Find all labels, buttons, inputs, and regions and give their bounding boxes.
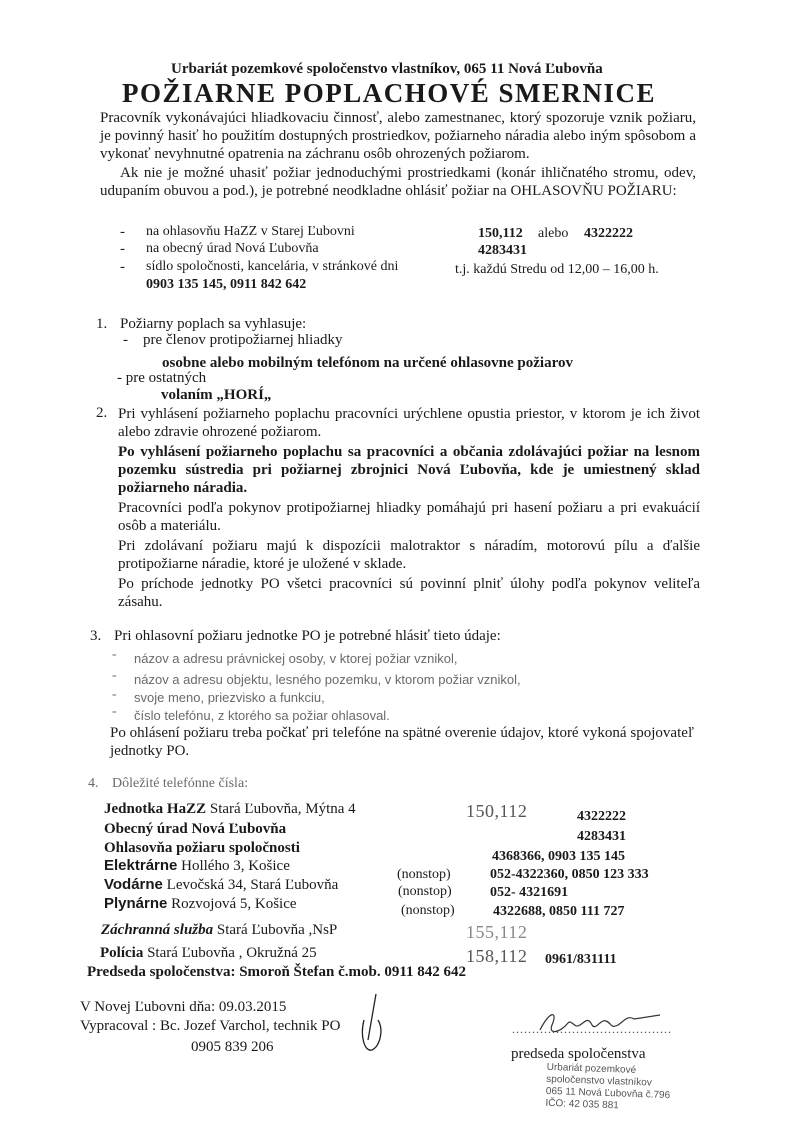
phone-row-electric: Elektrárne Hollého 3, Košice (104, 857, 290, 874)
phone-row-electric-number: 052-4322360, 0850 123 333 (490, 867, 649, 882)
notify-item-municipality: na obecný úrad Nová Ľubovňa (146, 241, 319, 256)
list-dash: - (112, 647, 117, 662)
organization-header: Urbariát pozemkové spoločenstvo vlastníkov, 065 11 Nová Ľubovňa (171, 61, 603, 77)
phone-row-gas: Plynárne Rozvojová 5, Košice (104, 895, 297, 912)
phone-row-rescue-emergency: 155,112 (466, 922, 528, 942)
list-dash: - (112, 687, 117, 702)
section-2-paragraph-1: Pri vyhlásení požiarneho poplachu pracovníci urýchlene opustia priestor, v ktorom je ich život alebo zdravie ohrozené požiarom. (118, 406, 700, 440)
notify-hazz-number-2: 4322222 (584, 226, 633, 241)
notify-item-hazz: na ohlasovňu HaZZ v Starej Ľubovni (146, 224, 355, 239)
intro-paragraph-1: Pracovník vykonávajúci hliadkovaciu činnosť, alebo zamestnanec, ktorý spozoruje vznik požiaru, je povinný hasiť ho použitím dostupných prostriedkov, požiarneho náradia alebo iným spôsobom a vykonať nevyhnutné opatrenia na záchranu osôb ohrozených požiarom. (100, 110, 696, 162)
section-3-number: 3. (90, 628, 102, 644)
phone-row-electric-note: (nonstop) (397, 867, 451, 882)
section-3-tail: Po ohlásení požiaru treba počkať pri telefóne na spätné overenie údajov, ktoré vykoná spojovateľ jednotky PO. (110, 725, 694, 759)
section-1-number: 1. (96, 316, 108, 332)
section-1-members-method: osobne alebo mobilným telefónom na určené ohlasovne požiarov (162, 355, 573, 371)
phone-row-police-emergency: 158,112 (466, 946, 528, 966)
section-2-paragraph-3: Pracovníci podľa pokynov protipožiarnej hliadky pomáhajú pri hasení požiaru a pri evakuácií osôb a materiálu. (118, 500, 700, 534)
phone-row-municipality: Obecný úrad Nová Ľubovňa (104, 821, 287, 837)
section-4-number: 4. (88, 776, 99, 791)
section-1-others: - pre ostatných (117, 370, 207, 386)
phone-row-gas-number: 4322688, 0850 111 727 (493, 904, 625, 919)
preparer-phone: 0905 839 206 (191, 1039, 274, 1055)
chairman-role: predseda spoločenstva (511, 1046, 646, 1062)
phone-row-water: Vodárne Levočská 34, Stará Ľubovňa (104, 876, 339, 893)
section-2-paragraph-5: Po príchode jednotky PO všetci pracovníci sú povinní plniť úlohy podľa pokynov veliteľa zásahu. (118, 576, 700, 610)
notify-municipality-number: 4283431 (478, 243, 527, 258)
list-dash: - (112, 704, 117, 719)
section-1-lead: Požiarny poplach sa vyhlasuje: (120, 316, 307, 332)
organization-stamp: Urbariát pozemkové spoločenstvo vlastníkov 065 11 Nová Ľubovňa č.796 IČO: 42 035 881 (545, 1061, 671, 1112)
phone-row-gas-note: (nonstop) (401, 903, 455, 918)
section-1-others-method: volaním „HORÍ„ (161, 387, 272, 403)
phone-row-company-number: 4368366, 0903 135 145 (492, 849, 625, 864)
list-dash: - (123, 332, 128, 348)
office-phones: 0903 135 145, 0911 842 642 (146, 277, 307, 292)
section-3-item-2: názov a adresu objektu, lesného pozemku, v ktorom požiar vznikol, (134, 672, 521, 687)
section-4-lead: Dôležité telefónne čísla: (112, 776, 249, 791)
office-hours: t.j. každú Stredu od 12,00 – 16,00 h. (455, 262, 659, 277)
list-dash: - (120, 241, 125, 257)
section-2-paragraph-2: Po vyhlásení požiarneho poplachu sa pracovníci a občania zdolávajúci požiar na lesnom pozemku sústredia pri požiarnej zbrojnici Nová Ľubovňa, kde je umiestnený sklad požiarneho náradia. (118, 444, 700, 496)
section-1-members: pre členov protipožiarnej hliadky (143, 332, 343, 348)
section-2-paragraph-4: Pri zdolávaní požiaru majú k dispozícii malotraktor s náradím, motorovú pílu a ďalšie protipožiarne náradie, ktoré je uložené v sklade. (118, 538, 700, 572)
phone-row-rescue: Záchranná služba Stará Ľubovňa ,NsP (101, 922, 338, 938)
section-3-item-3: svoje meno, priezvisko a funkciu, (134, 690, 325, 705)
list-dash: - (112, 668, 117, 683)
intro-paragraph-2: Ak nie je možné uhasiť požiar jednoduchými prostriedkami (konár ihličnatého stromu, odev, udupaním obuvou a pod.), je potrebné neodkladne ohlásiť požiar na OHLASOVŇU POŽIARU: (100, 165, 696, 199)
phone-row-hazz-number: 4322222 (577, 809, 626, 824)
notify-hazz-number: 150,112 (478, 226, 523, 241)
phone-row-hazz: Jednotka HaZZ Stará Ľubovňa, Mýtna 4 (104, 801, 356, 817)
date-line: V Novej Ľubovni dňa: 09.03.2015 (80, 999, 287, 1015)
phone-row-water-number: 052- 4321691 (490, 885, 569, 900)
section-3-item-1: názov a adresu právnickej osoby, v ktorej požiar vznikol, (134, 651, 458, 666)
list-dash: - (120, 259, 125, 275)
phone-row-hazz-emergency: 150,112 (466, 801, 528, 821)
phone-row-water-note: (nonstop) (398, 884, 452, 899)
phone-row-police: Polícia Stará Ľubovňa , Okružná 25 (100, 945, 317, 961)
phone-row-company: Ohlasovňa požiaru spoločnosti (104, 840, 300, 856)
list-dash: - (120, 224, 125, 240)
section-2-number: 2. (96, 405, 108, 421)
preparer-signature-icon (358, 990, 388, 1060)
notify-hazz-conj: alebo (538, 226, 569, 241)
prepared-by: Vypracoval : Bc. Jozef Varchol, technik PO (80, 1018, 341, 1034)
phone-row-municipality-number: 4283431 (577, 829, 626, 844)
page-title: POŽIARNE POPLACHOVÉ SMERNICE (122, 78, 657, 108)
chairman-contact: Predseda spoločenstva: Smoroň Štefan č.mob. 0911 842 642 (87, 964, 467, 980)
section-3-lead: Pri ohlasovní požiaru jednotke PO je potrebné hlásiť tieto údaje: (114, 628, 501, 644)
signature-line: ........................................ (512, 1022, 672, 1036)
phone-row-police-number: 0961/831111 (545, 952, 617, 967)
section-3-item-4: číslo telefónu, z ktorého sa požiar ohlasoval. (134, 708, 390, 723)
notify-item-office: sídlo spoločnosti, kancelária, v stránkové dni (146, 259, 399, 274)
